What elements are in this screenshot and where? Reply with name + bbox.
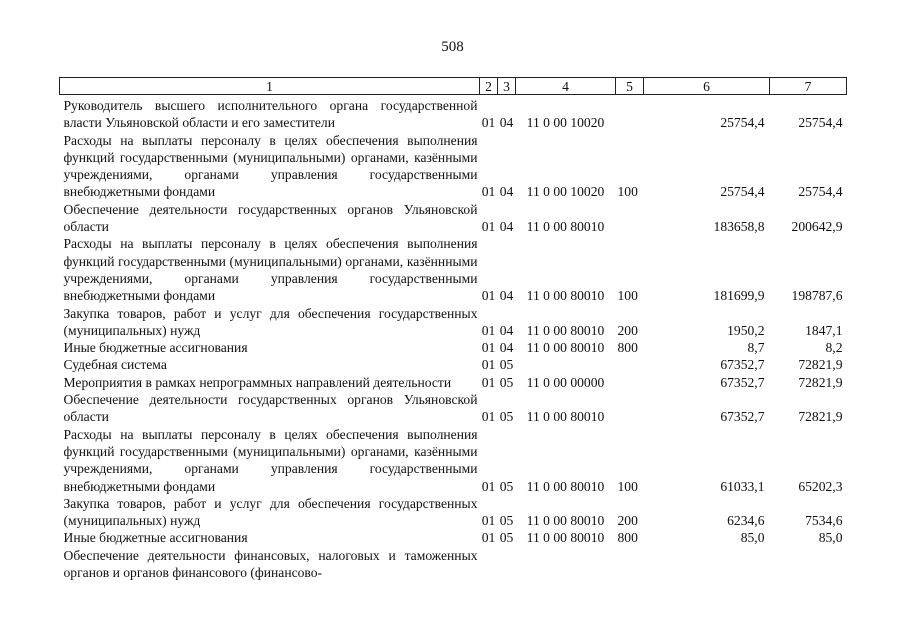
row-target-article-code: 11 0 00 80010 bbox=[526, 322, 605, 338]
row-target-article-code: 11 0 00 00000 bbox=[526, 374, 605, 390]
row-amount-year-1: 181699,9 bbox=[713, 288, 765, 304]
page-number: 508 bbox=[441, 39, 464, 55]
table-row bbox=[60, 529, 847, 546]
row-amount-year-2: 7534,6 bbox=[805, 513, 843, 529]
row-expense-type-code: 200 bbox=[617, 322, 638, 338]
row-target-article-code: 11 0 00 80010 bbox=[526, 288, 605, 304]
table-row bbox=[60, 305, 847, 340]
row-section-code: 01 bbox=[481, 530, 496, 546]
table-row bbox=[60, 132, 847, 201]
row-target-article-code: 11 0 00 80010 bbox=[526, 409, 605, 425]
row-section-code: 01 bbox=[481, 184, 496, 200]
column-header-4: 4 bbox=[516, 78, 616, 95]
row-amount-year-2: 85,0 bbox=[818, 530, 843, 546]
row-subsection-code: 04 bbox=[499, 340, 514, 356]
budget-table bbox=[59, 77, 847, 581]
row-description: Расходы на выплаты персоналу в целях обеспечения выполнения функций государственными (муниципальными) органами, казёнными учреждениями, органами управления государственными внебюджетными фондами bbox=[63, 132, 478, 200]
row-expense-type-code bbox=[616, 356, 644, 373]
row-subsection-code: 05 bbox=[499, 513, 514, 529]
row-expense-type-code: 100 bbox=[617, 288, 638, 304]
row-section-code: 01 bbox=[481, 374, 496, 390]
row-description: Иные бюджетные ассигнования bbox=[63, 530, 248, 546]
row-description: Обеспечение деятельности государственных органов Ульяновской области bbox=[63, 201, 478, 235]
table-row bbox=[60, 201, 847, 236]
row-target-article-code bbox=[516, 356, 616, 373]
column-header-6: 6 bbox=[644, 78, 770, 95]
row-amount-year-2: 1847,1 bbox=[805, 322, 843, 338]
table-row bbox=[60, 547, 847, 582]
row-target-article-code: 11 0 00 10020 bbox=[526, 184, 605, 200]
column-header-3: 3 bbox=[498, 78, 516, 95]
row-amount-year-2: 8,2 bbox=[825, 340, 843, 356]
row-description: Закупка товаров, работ и услуг для обеспечения государственных (муниципальных) нужд bbox=[63, 305, 478, 338]
row-amount-year-2: 72821,9 bbox=[798, 374, 843, 390]
row-amount-year-2: 72821,9 bbox=[798, 357, 843, 373]
row-amount-year-2: 65202,3 bbox=[798, 478, 843, 494]
row-expense-type-code: 100 bbox=[617, 478, 638, 494]
row-expense-type-code bbox=[616, 391, 644, 426]
row-amount-year-2: 25754,4 bbox=[798, 184, 843, 200]
row-description: Обеспечение деятельности финансовых, налоговых и таможенных органов и органов финансового (финансово- bbox=[63, 547, 478, 581]
row-amount-year-2 bbox=[770, 547, 847, 582]
row-expense-type-code bbox=[616, 374, 644, 391]
row-amount-year-2: 198787,6 bbox=[791, 288, 843, 304]
row-description: Судебная система bbox=[63, 357, 167, 373]
row-description: Закупка товаров, работ и услуг для обеспечения государственных (муниципальных) нужд bbox=[63, 495, 478, 529]
row-description: Расходы на выплаты персоналу в целях обеспечения выполнения функций государственными (муниципальными) органами, казённными учреждениями, органами управления государственными внебюджетными фондами bbox=[63, 236, 478, 304]
table-row bbox=[60, 356, 847, 373]
row-amount-year-1: 61033,1 bbox=[720, 478, 765, 494]
row-subsection-code: 04 bbox=[499, 219, 514, 235]
column-header-1: 1 bbox=[60, 78, 480, 95]
row-expense-type-code bbox=[616, 201, 644, 236]
row-amount-year-1: 67352,7 bbox=[720, 409, 765, 425]
row-target-article-code: 11 0 00 10020 bbox=[526, 115, 605, 131]
row-amount-year-1: 25754,4 bbox=[720, 184, 765, 200]
table-row bbox=[60, 495, 847, 530]
row-description: Мероприятия в рамках непрограммных направлений деятельности bbox=[63, 374, 452, 390]
row-expense-type-code: 100 bbox=[617, 184, 638, 200]
row-amount-year-1: 8,7 bbox=[747, 340, 765, 356]
row-amount-year-2: 25754,4 bbox=[798, 115, 843, 131]
row-section-code: 01 bbox=[481, 357, 496, 373]
column-header-5: 5 bbox=[616, 78, 644, 95]
row-description: Обеспечение деятельности государственных органов Ульяновской области bbox=[63, 392, 478, 425]
row-section-code: 01 bbox=[481, 340, 496, 356]
row-amount-year-1: 1950,2 bbox=[727, 322, 765, 338]
row-subsection-code bbox=[498, 547, 516, 582]
row-amount-year-2: 72821,9 bbox=[798, 409, 843, 425]
row-expense-type-code bbox=[616, 547, 644, 582]
row-expense-type-code: 800 bbox=[617, 340, 638, 356]
row-expense-type-code: 800 bbox=[617, 530, 638, 546]
row-section-code: 01 bbox=[481, 478, 496, 494]
table-row bbox=[60, 374, 847, 391]
row-description: Иные бюджетные ассигнования bbox=[63, 340, 248, 356]
row-subsection-code: 05 bbox=[499, 478, 514, 494]
row-subsection-code: 05 bbox=[499, 409, 514, 425]
row-section-code: 01 bbox=[481, 288, 496, 304]
row-section-code: 01 bbox=[481, 513, 496, 529]
row-section-code: 01 bbox=[481, 322, 496, 338]
row-expense-type-code: 200 bbox=[617, 513, 638, 529]
row-amount-year-1 bbox=[644, 547, 770, 582]
row-amount-year-1: 25754,4 bbox=[720, 115, 765, 131]
table-row bbox=[60, 391, 847, 426]
row-section-code: 01 bbox=[481, 115, 496, 131]
row-amount-year-2: 200642,9 bbox=[791, 219, 843, 235]
row-target-article-code: 11 0 00 80010 bbox=[526, 513, 605, 529]
row-target-article-code bbox=[516, 547, 616, 582]
row-amount-year-1: 67352,7 bbox=[720, 374, 765, 390]
column-header-7: 7 bbox=[770, 78, 847, 95]
row-section-code bbox=[480, 547, 498, 582]
table-row bbox=[60, 339, 847, 356]
row-subsection-code: 04 bbox=[499, 288, 514, 304]
row-subsection-code: 05 bbox=[499, 374, 514, 390]
row-subsection-code: 05 bbox=[499, 357, 514, 373]
row-target-article-code: 11 0 00 80010 bbox=[526, 530, 605, 546]
table-row bbox=[60, 235, 847, 304]
table-header-row bbox=[60, 78, 847, 95]
row-amount-year-1: 67352,7 bbox=[720, 357, 765, 373]
row-description: Расходы на выплаты персоналу в целях обеспечения выполнения функций государственными (муниципальными) органами, казёнными учреждениями, органами управления государственными внебюджетными фондами bbox=[63, 426, 478, 494]
column-header-2: 2 bbox=[480, 78, 498, 95]
row-target-article-code: 11 0 00 80010 bbox=[526, 340, 605, 356]
table-row bbox=[60, 95, 847, 132]
row-subsection-code: 04 bbox=[499, 322, 514, 338]
row-section-code: 01 bbox=[481, 219, 496, 235]
row-expense-type-code bbox=[616, 95, 644, 132]
row-amount-year-1: 6234,6 bbox=[727, 513, 765, 529]
row-description: Руководитель высшего исполнительного органа государственной власти Ульяновской области и его заместители bbox=[63, 98, 478, 131]
row-subsection-code: 04 bbox=[499, 115, 514, 131]
row-subsection-code: 05 bbox=[499, 530, 514, 546]
row-target-article-code: 11 0 00 80010 bbox=[526, 219, 605, 235]
row-amount-year-1: 183658,8 bbox=[713, 219, 765, 235]
row-section-code: 01 bbox=[481, 409, 496, 425]
table-row bbox=[60, 426, 847, 495]
row-amount-year-1: 85,0 bbox=[740, 530, 765, 546]
row-target-article-code: 11 0 00 80010 bbox=[526, 478, 605, 494]
row-subsection-code: 04 bbox=[499, 184, 514, 200]
